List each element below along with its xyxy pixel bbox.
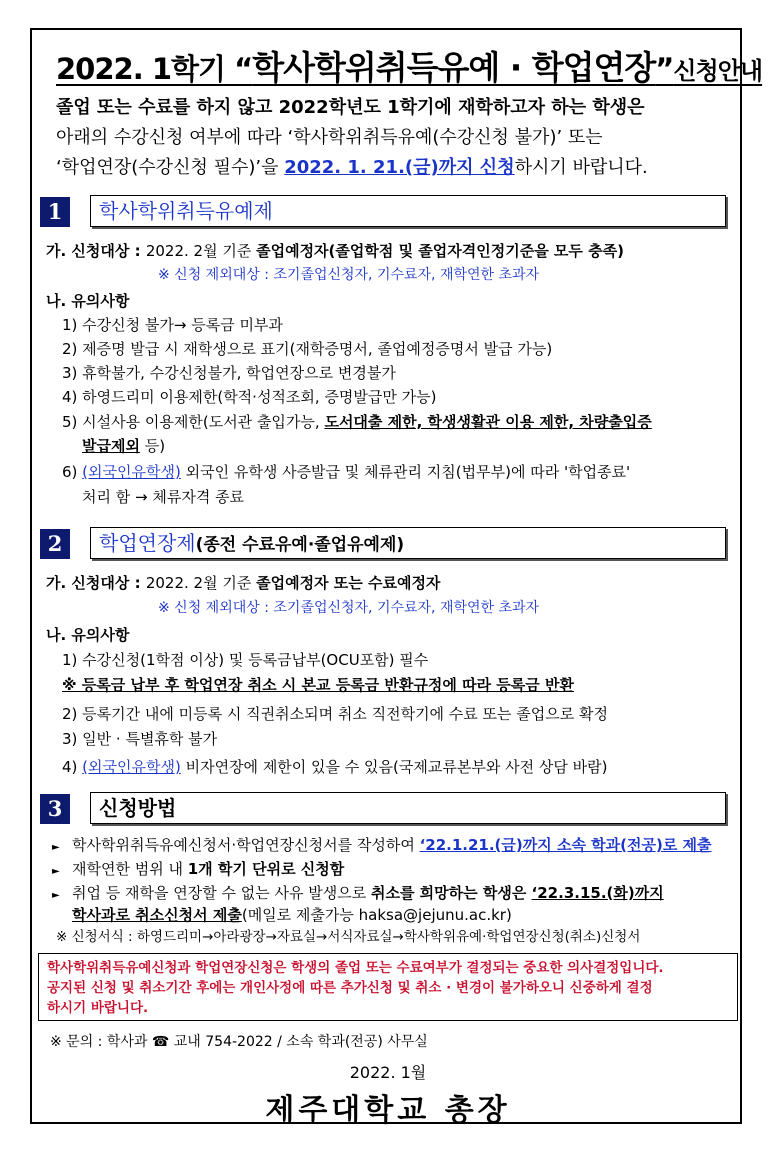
- bullet-triangle-icon: ►: [52, 890, 60, 901]
- s1-target: [46, 240, 624, 262]
- section-1-number: 1: [40, 197, 70, 227]
- warning-line-1: 학사학위취득유예신청과 학업연장신청은 학생의 졸업 또는 수료여부가 결정되는 중요한 의사결정입니다.: [47, 960, 664, 976]
- s1-item-5-cont: [82, 435, 165, 457]
- s3-bullet-3-deadline: ‘22.3.15.(화)까지: [531, 884, 664, 902]
- s1-notes-label: 나. 유의사항: [46, 292, 130, 310]
- s1-item-1: 1) 수강신청 불가→ 등록금 미부과: [62, 316, 283, 334]
- s3-bullet-2-text: 재학연한 범위 내: [72, 860, 188, 878]
- s1-item-2: 2) 제증명 발급 시 재학생으로 표기(재학증명서, 졸업예정증명서 발급 가능): [62, 340, 553, 358]
- section-3-header: [90, 792, 726, 824]
- s1-item-6: [62, 461, 630, 483]
- s1-item-5-text: 5) 시설사용 이용제한(도서관 출입가능,: [62, 413, 325, 431]
- section-1-title: 학사학위취득유예제: [99, 199, 273, 223]
- s2-target: [46, 572, 440, 594]
- s1-item-6-text: 외국인 유학생 사증발급 및 체류관리 지침(법무부)에 따라 '학업종료': [180, 463, 631, 481]
- section-3-number: 3: [40, 794, 70, 824]
- s1-target-bold: 졸업예정자(졸업학점 및 졸업자격인정기준을 모두 충족): [256, 242, 624, 260]
- section-2-title: 학업연장제: [99, 531, 196, 555]
- intro-line-3: [56, 153, 648, 183]
- s3-bullet-1-deadline: ‘22.1.21.(금)까지 소속 학과(전공)로 제출: [419, 836, 712, 854]
- intro-text: ‘학업연장(수강신청 필수)’을: [56, 157, 285, 178]
- s2-item-4-foreign: (외국인유학생): [82, 758, 181, 776]
- s1-exclude: ※ 신청 제외대상 : 조기졸업신청자, 기수료자, 재학연한 초과자: [158, 267, 540, 283]
- title-part: 2022. 1학기 “: [56, 52, 253, 86]
- s1-item-5-restrict: 도서대출 제한, 학생생활관 이용 제한, 차량출입증: [324, 413, 652, 431]
- title-suffix: 신청안내: [673, 57, 763, 85]
- s1-item-5-restrict: 발급제외: [82, 437, 140, 455]
- s3-bullet-3-bold: 취소를 희망하는 학생은: [370, 884, 532, 902]
- contact-info: [50, 1031, 428, 1053]
- section-3-title: 신청방법: [99, 796, 177, 820]
- s2-notes-label: 나. 유의사항: [46, 626, 130, 644]
- s1-item-5-text: 등): [139, 437, 166, 455]
- s2-target-bold: 졸업예정자 또는 수료예정자: [256, 574, 441, 592]
- intro-deadline: 2022. 1. 21.(금)까지 신청: [284, 157, 515, 178]
- section-2-number: 2: [40, 529, 70, 559]
- bullet-triangle-icon: ►: [52, 842, 60, 853]
- s1-item-6-cont: 처리 함 → 체류자격 종료: [82, 488, 245, 506]
- section-2-title-suffix: (종전 수료유예·졸업유예제): [195, 535, 405, 555]
- s3-bullet-3-cont: [72, 904, 512, 926]
- bullet-triangle-icon: ►: [52, 866, 60, 877]
- s2-item-4: [62, 756, 607, 778]
- s2-refund-note: ※ 등록금 납부 후 학업연장 취소 시 본교 등록금 반환규정에 따라 등록금 반환: [62, 676, 574, 694]
- s1-item-5: [62, 411, 652, 433]
- s1-target-text: 2022. 2월 기준: [145, 242, 257, 260]
- title-part: ”: [655, 52, 674, 86]
- page-title: [56, 42, 762, 89]
- signature: 제주대학교 총장: [265, 1093, 511, 1128]
- s2-exclude: ※ 신청 제외대상 : 조기졸업신청자, 기수료자, 재학연한 초과자: [158, 600, 540, 616]
- s2-target-text: 2022. 2월 기준: [145, 574, 257, 592]
- s3-form-path: ※ 신청서식 : 하영드리미→아라광장→자료실→서식자료실→학사학위유예·학업연장신청(취소)신청서: [56, 929, 641, 945]
- s2-item-3: 3) 일반 · 특별휴학 불가: [62, 730, 218, 748]
- s2-target-label: 가. 신청대상 :: [46, 574, 146, 592]
- s3-bullet-3-submit: 학사과로 취소신청서 제출: [72, 906, 242, 924]
- intro-line-1: 졸업 또는 수료를 하지 않고 2022학년도 1학기에 재학하고자 하는 학생은: [56, 97, 645, 118]
- contact-prefix: ※ 문의 : 학사과: [50, 1034, 152, 1050]
- intro-line-2: 아래의 수강신청 여부에 따라 ‘학사학위취득유예(수강신청 불가)’ 또는: [56, 127, 603, 148]
- s2-item-4-num: 4): [62, 758, 83, 776]
- intro-text: 하시기 바랍니다.: [514, 157, 648, 178]
- s3-bullet-1-text: 학사학위취득유예신청서·학업연장신청서를 작성하여: [72, 836, 420, 854]
- warning-line-2: 공지된 신청 및 취소기간 후에는 개인사정에 따른 추가신청 및 취소 · 변경이 불가하오니 신중하게 결정: [47, 980, 653, 996]
- s3-bullet-2-bold: 1개 학기 단위로 신청함: [187, 860, 345, 878]
- s1-item-6-foreign: (외국인유학생): [82, 463, 181, 481]
- warning-box: [38, 953, 738, 1021]
- warning-line-3: 하시기 바랍니다.: [47, 1000, 149, 1016]
- s3-bullet-3-email: (메일로 제출가능 haksa@jejunu.ac.kr): [241, 906, 512, 924]
- s2-item-1: 1) 수강신청(1학점 이상) 및 등록금납부(OCU포함) 필수: [62, 651, 429, 669]
- section-1-header: [90, 195, 726, 227]
- s3-bullet-1: [52, 834, 712, 859]
- issue-date: 2022. 1월: [349, 1063, 427, 1082]
- s2-item-2: 2) 등록기간 내에 미등록 시 직권취소되며 취소 직전학기에 수료 또는 졸업으로 확정: [62, 705, 609, 723]
- s1-target-label: 가. 신청대상 :: [46, 242, 146, 260]
- contact-text: 교내 754-2022 / 소속 학과(전공) 사무실: [169, 1034, 428, 1050]
- s1-item-6-num: 6): [62, 463, 83, 481]
- s1-item-3: 3) 휴학불가, 수강신청불가, 학업연장으로 변경불가: [62, 364, 396, 382]
- section-2-header: [90, 527, 726, 559]
- s2-item-4-text: 비자연장에 제한이 있을 수 있음(국제교류본부와 사전 상담 바람): [180, 758, 608, 776]
- s1-item-4: 4) 하영드리미 이용제한(학적·성적조회, 증명발급만 가능): [62, 388, 437, 406]
- title-main: 학사학위취득유예 · 학업연장: [252, 48, 656, 87]
- phone-icon: ☎: [151, 1034, 170, 1050]
- s3-bullet-2: [52, 858, 344, 883]
- s3-bullet-3-text: 취업 등 재학을 연장할 수 없는 사유 발생으로: [72, 884, 371, 902]
